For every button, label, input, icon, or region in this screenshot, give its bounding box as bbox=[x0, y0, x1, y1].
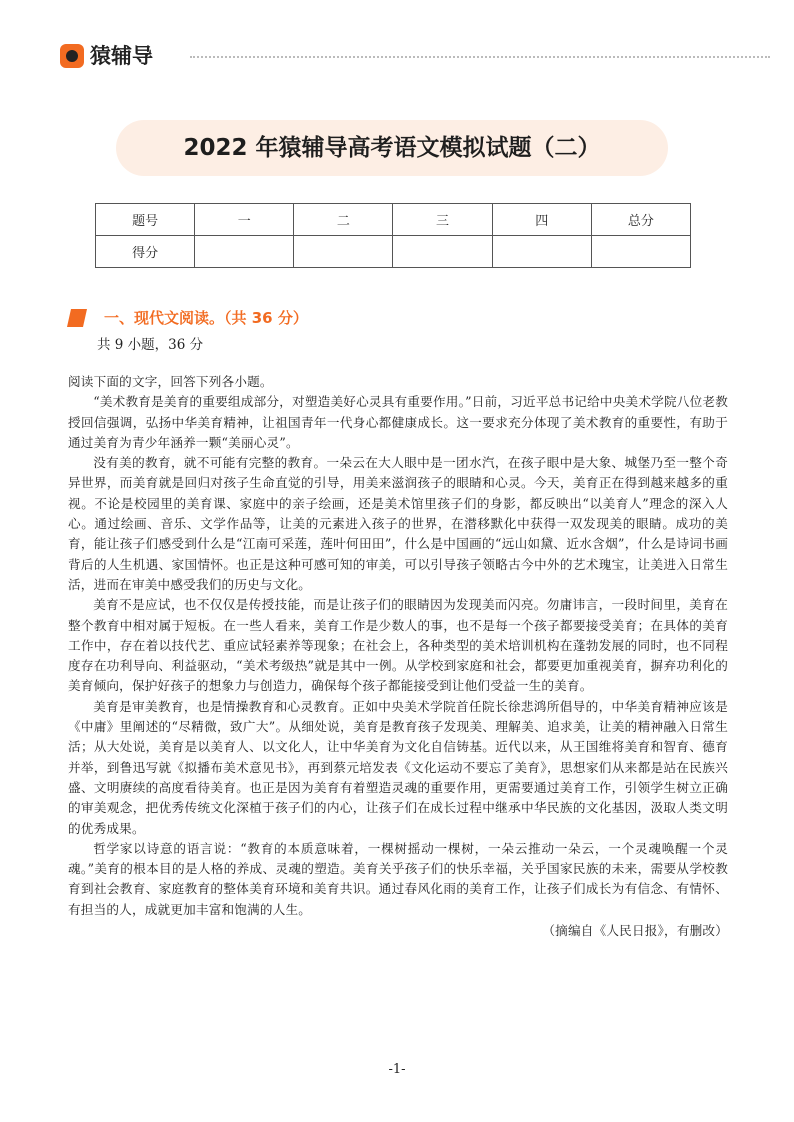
score-table-header-row bbox=[96, 204, 691, 236]
page-header bbox=[60, 42, 720, 74]
score-header-cell: 三 bbox=[393, 204, 492, 236]
page-number: -1- bbox=[388, 1062, 406, 1077]
passage-paragraph: 没有美的教育，就不可能有完整的教育。一朵云在大人眼中是一团水汽，在孩子眼中是大象、城堡乃至一整个奇异世界，而美育就是回归对孩子生命直觉的引导，用美来滋润孩子的眼睛和心灵。今天，美育正在得到越来越多的重视。不论是校园里的美育课、家庭中的亲子绘画，还是美术馆里孩子们的身影，都反映出“以美育人”理念的深入人心。通过绘画、音乐、文学作品等，让美的元素进入孩子的世界，在潜移默化中获得一双发现美的眼睛。成功的美育，能让孩子们感受到什么是“江南可采莲，莲叶何田田”，什么是中国画的“远山如黛、近水含烟”，什么是诗词书画背后的人生机遇、家国情怀。也正是这种可感可知的审美，可以引导孩子领略古今中外的艺术瑰宝，让美进入日常生活，进而在审美中感受我们的历史与文化。 bbox=[68, 455, 728, 592]
score-cell[interactable] bbox=[294, 236, 393, 268]
logo-icon bbox=[60, 44, 84, 68]
section-subtitle: 共 9 小题，36 分 bbox=[97, 337, 204, 353]
passage-paragraph: 哲学家以诗意的语言说：“教育的本质意味着，一棵树摇动一棵树，一朵云推动一朵云，一个灵魂唤醒一个灵魂。”美育的根本目的是人格的养成、灵魂的塑造。美育关乎孩子们的快乐幸福，关乎国家民族的未来，需要从学校教育到社会教育、家庭教育的整体美育环境和美育共识。通过春风化雨的美育工作，让孩子们成长为有信念、有情怀、有担当的人，成就更加丰富和饱满的人生。 bbox=[68, 840, 728, 917]
score-cell[interactable] bbox=[195, 236, 294, 268]
section-title: 一、现代文阅读。（共 36 分） bbox=[104, 309, 308, 327]
passage-paragraph: 美育不是应试，也不仅仅是传授技能，而是让孩子们的眼睛因为发现美而闪亮。勿庸讳言，一段时间里，美育在整个教育中相对属于短板。在一些人看来，美育工作是少数人的事，也不是每一个孩子都要接受美育；在具体的美育工作中，存在着以技代艺、重应试轻素养等现象；在社会上，各种类型的美术培训机构在蓬勃发展的同时，也不同程度存在功利导向、利益驱动，“美术考级热”就是其中一例。从学校到家庭和社会，都要更加重视美育，摒弃功利化的美育倾向，保护好孩子的想象力与创造力，确保每个孩子都能接受到让他们受益一生的美育。 bbox=[68, 597, 728, 694]
section-marker-icon bbox=[67, 309, 87, 327]
score-header-cell: 二 bbox=[294, 204, 393, 236]
logo-text: 猿辅导 bbox=[90, 44, 153, 68]
passage-paragraph: 美育是审美教育，也是情操教育和心灵教育。正如中央美术学院首任院长徐悲鸿所倡导的，中华美育精神应该是《中庸》里阐述的“尽精微，致广大”。从细处说，美育是教育孩子发现美、理解美、追求美，让美的精神融入日常生活；从大处说，美育是以美育人、以文化人，让中华美育为文化自信铸基。近代以来，从王国维将美育和智育、德育并举，到鲁迅写就《拟播布美术意见书》，再到蔡元培发表《文化运动不要忘了美育》，思想家们从来都是站在民族兴盛、文明赓续的高度看待美育。也正是因为美育有着塑造灵魂的重要作用，更需要通过美育工作，引领学生树立正确的审美观念，把优秀传统文化深植于孩子们的内心，让孩子们在成长过程中继承中华民族的文化基因，汲取人类文明的优秀成果。 bbox=[68, 698, 728, 836]
score-table-score-row bbox=[96, 236, 691, 268]
passage-source: （摘编自《人民日报》，有删改） bbox=[542, 923, 728, 939]
score-cell[interactable] bbox=[591, 236, 690, 268]
header-divider bbox=[190, 56, 770, 58]
score-header-cell: 总分 bbox=[591, 204, 690, 236]
score-header-cell: 四 bbox=[492, 204, 591, 236]
passage-paragraph: “美术教育是美育的重要组成部分，对塑造美好心灵具有重要作用。”日前，习近平总书记给中央美术学院八位老教授回信强调，弘扬中华美育精神，让祖国青年一代身心都健康成长。这一要求充分体现了美术教育的重要性，有助于通过美育为青少年涵养一颗“美丽心灵”。 bbox=[68, 394, 728, 450]
score-header-cell: 一 bbox=[195, 204, 294, 236]
reading-passage bbox=[68, 372, 728, 941]
passage-instruction: 阅读下面的文字，回答下列各小题。 bbox=[68, 374, 273, 389]
score-row-label: 得分 bbox=[96, 236, 195, 268]
score-cell[interactable] bbox=[492, 236, 591, 268]
score-cell[interactable] bbox=[393, 236, 492, 268]
score-table bbox=[95, 203, 691, 268]
exam-title: 2022 年猿辅导高考语文模拟试题（二） bbox=[116, 120, 668, 176]
score-header-cell: 题号 bbox=[96, 204, 195, 236]
